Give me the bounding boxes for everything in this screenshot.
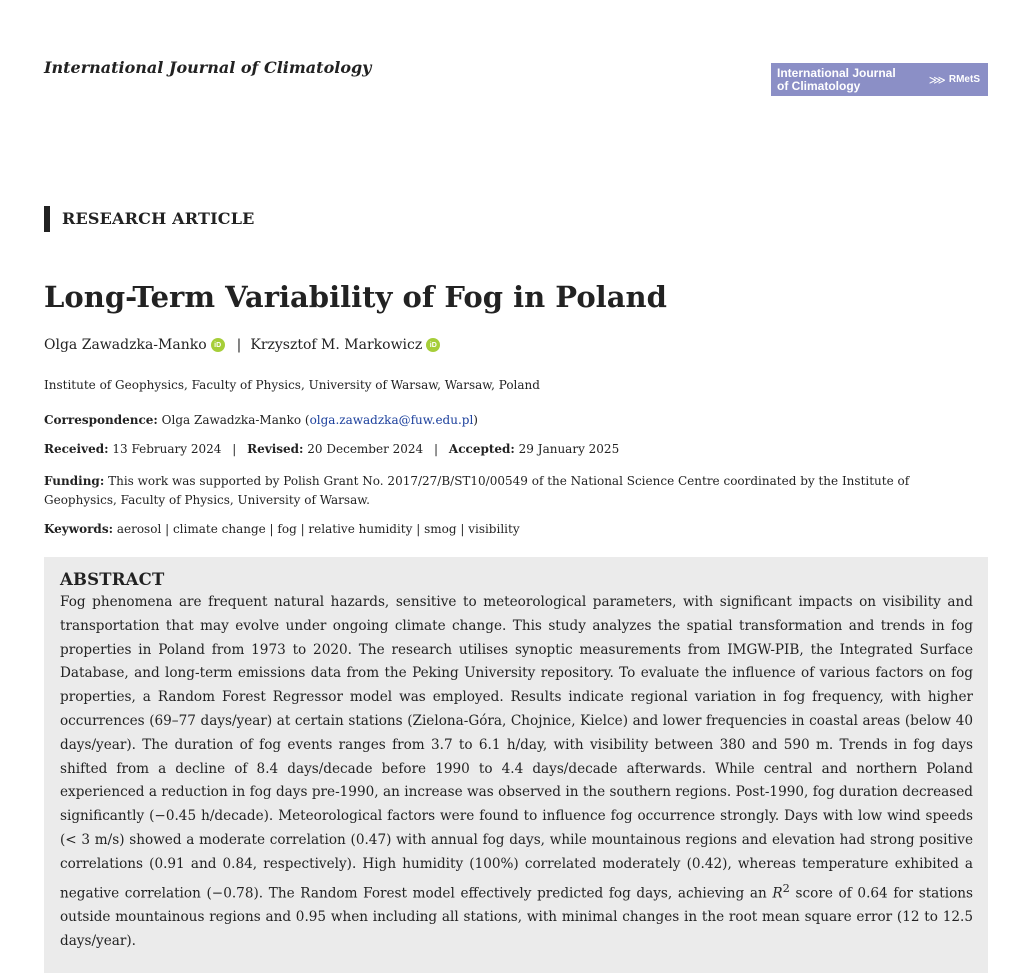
- article-type-label: RESEARCH ARTICLE: [44, 206, 255, 232]
- correspondence: [44, 413, 478, 427]
- rmets-logo: [929, 73, 980, 87]
- revised-date: 20 December 2024: [307, 442, 424, 456]
- correspondence-name: Olga Zawadzka-Manko (: [161, 413, 310, 427]
- funding-text: This work was supported by Polish Grant No. 2017/27/B/ST10/00549 of the National Science Centre coordinated by the Institute of Geophysics, Faculty of Physics, University of Warsaw.: [44, 474, 910, 507]
- affiliation: Institute of Geophysics, Faculty of Physics, University of Warsaw, Warsaw, Poland: [44, 378, 540, 392]
- abstract-section: [44, 557, 988, 973]
- orcid-icon[interactable]: iD: [211, 338, 225, 352]
- funding: [44, 472, 979, 510]
- author-separator: |: [236, 337, 242, 353]
- orcid-icon[interactable]: iD: [426, 338, 440, 352]
- paper-title: Long-Term Variability of Fog in Poland: [44, 280, 667, 314]
- abstract-heading: ABSTRACT: [60, 570, 165, 589]
- keywords: [44, 522, 520, 536]
- r2-superscript: 2: [782, 880, 790, 895]
- r2-symbol: R: [772, 885, 783, 902]
- revised-label: Revised:: [247, 442, 304, 456]
- rmets-logo-icon: ⋙: [928, 72, 946, 87]
- author-name[interactable]: Olga Zawadzka-Manko: [44, 337, 207, 353]
- accepted-date: 29 January 2025: [518, 442, 620, 456]
- keywords-label: Keywords:: [44, 522, 114, 536]
- received-label: Received:: [44, 442, 109, 456]
- rmets-logo-text: RMetS: [948, 73, 980, 85]
- journal-title: International Journal of Climatology: [44, 58, 372, 77]
- article-dates: [44, 442, 619, 456]
- abstract-text: [60, 591, 973, 953]
- date-separator: |: [232, 442, 237, 456]
- correspondence-close: ): [473, 413, 478, 427]
- abstract-text-part: score of 0.64 for stations outside mountainous regions and 0.95 when including all stations, with minimal changes in the root mean square error (12 to 12.5 days/year).: [60, 885, 973, 949]
- journal-badge[interactable]: [771, 63, 988, 96]
- date-separator: |: [434, 442, 439, 456]
- abstract-text-part: Fog phenomena are frequent natural hazards, sensitive to meteorological parameters, with significant impacts on visibility and transportation that may evolve under ongoing climate change. This study analyzes the spatial transformation and trends in fog properties in Poland from 1973 to 2020. The research utilises synoptic measurements from IMGW-PIB, the Integrated Surface Database, and long-term emissions data from the Peking University repository. To evaluate the influence of various factors on fog properties, a Random Forest Regressor model was employed. Results indicate regional variation in fog frequency, with higher occurrences (69–77 days/year) at certain stations (Zielona-Góra, Chojnice, Kielce) and lower frequencies in coastal areas (below 40 days/year). The duration of fog events ranges from 3.7 to 6.1 h/day, with visibility between 380 and 590 m. Trends in fog days shifted from a decline of 8.4 days/decade before 1990 to 4.4 days/decade afterwards. While central and northern Poland experienced a reduction in fog days pre-1990, an increase was observed in the southern regions. Post-1990, fog duration decreased significantly (−0.45 h/decade). Meteorological factors were found to influence fog occurrence strongly. Days with low wind speeds (< 3 m/s) showed a moderate correlation (0.47) with annual fog days, while mountainous regions and elevation had strong positive correlations (0.91 and 0.84, respectively). High humidity (100%) correlated moderately (0.42), whereas temperature exhibited a negative correlation (−0.78). The Random Forest model effectively predicted fog days, achieving an: [60, 594, 973, 902]
- author-name[interactable]: Krzysztof M. Markowicz: [250, 337, 423, 353]
- funding-label: Funding:: [44, 474, 105, 488]
- journal-badge-text: International Journal of Climatology: [777, 65, 896, 93]
- accepted-label: Accepted:: [448, 442, 515, 456]
- email-link[interactable]: olga.zawadzka@fuw.edu.pl: [309, 413, 474, 427]
- author-list: [44, 337, 440, 353]
- received-date: 13 February 2024: [112, 442, 222, 456]
- correspondence-label: Correspondence:: [44, 413, 158, 427]
- keywords-text: aerosol | climate change | fog | relative humidity | smog | visibility: [116, 522, 520, 536]
